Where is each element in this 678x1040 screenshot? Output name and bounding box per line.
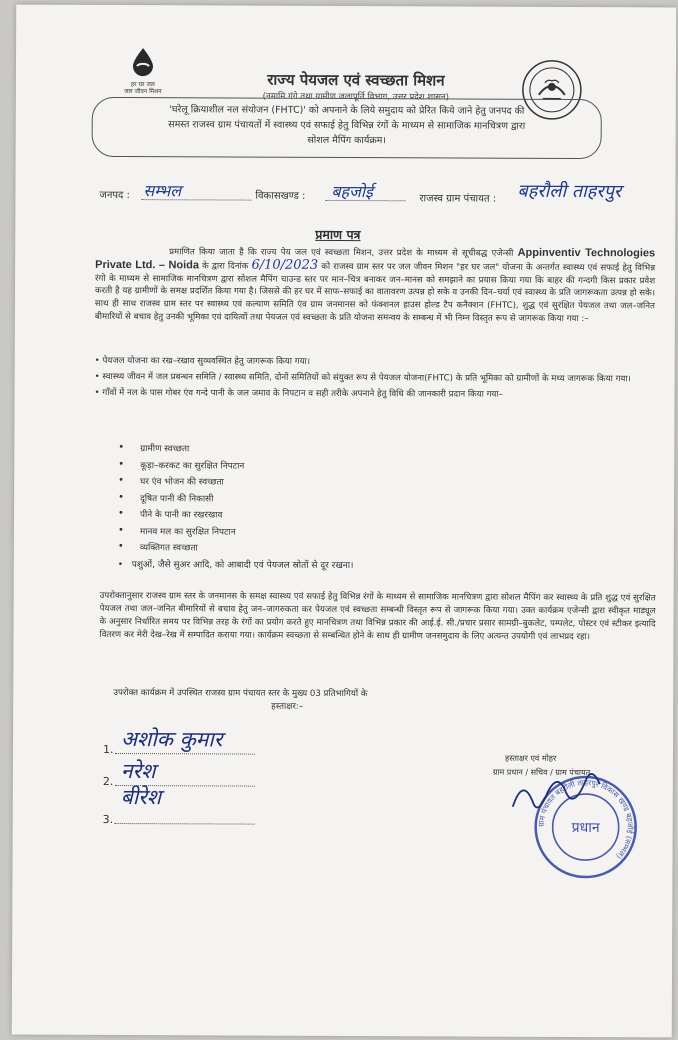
block-value: बहजोई <box>331 181 373 202</box>
bullet-item: • स्वास्थ्य जीवन में जल प्रबन्धन समिति / स्वास्थ्य समिति, दोनों समितियों को संयुक्त रूप से पेयजल योजना(FHTC) के प्रति भूमिका को ग्रामीणों के मध्य जागरूक किया गया। <box>94 371 631 385</box>
body-start: प्रमाणित किया जाता है कि राज्य पेय जल एवं स्वच्छता मिशन, उत्तर प्रदेश के माध्यम से सूचीबद्ध एजेन्सी <box>169 247 514 259</box>
list-item: • ग्रामीण स्वच्छता <box>140 442 244 459</box>
signature-2: 2. नरेश <box>103 775 114 788</box>
list-item: • व्यक्तिगत स्वच्छता <box>140 541 244 558</box>
location-fields <box>99 180 678 216</box>
list-item: • घर एंव भोजन की स्वच्छता <box>140 475 244 492</box>
list-item: • पीने के पानी का रखरखाव <box>140 508 244 525</box>
agency-name: Appinventiv Technologies Private Ltd. – Noida <box>95 246 656 272</box>
pradhan-stamp-icon <box>530 772 640 882</box>
body-rest: जीवन मिशन "हर घर जल" योजना के अन्तर्गत स्वास्थ्य एवं सफाई हेतु विभिन्न रंगो के माध्यम से सामाजिक मानचित्रण द्वारा सोशल मैपिंग चाउन्ड स्तर पर मान–चित्र बनाकर जन–मानस को समझाने का प्रयास किया गया कि बाहर की गन्दगी किस प्रकार प्रवेश करती है यह ग्रामीणों के समक्ष प्रदर्शित किया गया है। जिससे की हर घर में साफ–सफाई का वातावरण उत्पन्न हो सके व उनकी दिन–चर्या एवं स्वास्थ्य के प्रति जागरूकता उत्पन्न हो सके। साथ ही साथ राजस्व ग्राम स्तर पर स्वास्थ्य एवं कल्याण समिति एंव ग्राम जनमानस को फंक्शनल हाउस होल्ड टैप कनैक्शन (FHTC), शुद्ध एवं सुरक्षित पेयजल तथा जल–जनित बीमारियों से बचाव हेतु उनकी भूमिका एवं दायित्वों तथा पेयजल एवं स्वच्छता के प्रति योजना समन्वय के सम्बन्ध में भी निम्न विस्तृत रूप से जागरूक किया गया :– <box>94 262 656 325</box>
program-date: 6/10/2023 <box>251 257 319 273</box>
signer-name: बीरेश <box>120 785 162 810</box>
list-item: • दूषित पानी की निकासी <box>140 492 244 509</box>
panchayat-label: राजस्व ग्राम पंचायत : <box>419 193 497 205</box>
pradhan-signature-icon <box>12 5 676 1038</box>
signer-name: अशोक कुमार <box>120 727 223 752</box>
logo-caption-2: जल जीवन मिशन <box>124 88 162 96</box>
district-label: जनपद : <box>99 189 130 202</box>
signer-name: नरेश <box>120 759 156 784</box>
page-title: राज्य पेयजल एवं स्वच्छता मिशन <box>267 70 445 90</box>
water-drop-icon <box>130 47 156 77</box>
banner-line-3: सोशल मैपिंग कार्यक्रम। <box>307 134 386 147</box>
stamp-ring-text: ग्राम पंचायत बहरौली ताहरपुर विकास खण्ड बहजोई (सम्भल) <box>536 778 635 861</box>
district-value: सम्भल <box>143 181 182 201</box>
certificate-body <box>95 245 655 326</box>
sanitation-topics-list <box>140 442 245 558</box>
banner-line-1: 'घरेलू क्रियाशील नल संयोजन (FHTC)' को अपनाने के लिये समुदाय को प्रेरित किये जाने हेतु जनपद की <box>169 104 525 117</box>
authority-sign-block: हस्ताक्षर एवं मोहर ग्राम प्रधान / सचिव / ग्राम पंचायत <box>492 753 591 778</box>
closing-paragraph: उपरोक्तानुसार राजस्व ग्राम स्तर के जनमानस के समक्ष स्वास्थ्य एवं सफाई हेतु विभिन्न रंगों के माध्यम से सामाजिक मानचित्रण द्वारा सोशल मैपिंग कर स्वास्थ्य के प्रति शुद्ध एवं सुरक्षित पेयजल तथा जल–जनित बीमारियों से बचाव हेतु जन–जागरुकता कर पेयजल एवं स्वच्छता सम्बन्धी विस्तृत रूप से जागरूक किया गया। उक्त कार्यक्रम एजेन्सी द्वारा स्वीकृत माड्यूल के अनुसार निर्धारित समय पर विभिन्न तरह के रंगों का प्रयोग करते हुए मानचित्रण तथा विभिन्न प्रकार की आई.ई. सी./प्रचार प्रसार सामग्री–बुकलेट, पम्पलेट, पोस्टर एवं स्टीकर इत्यादि वितरण कर मेरी देख–रेख में सम्पादित कराया गया। कार्यक्रम स्वच्छता से सम्बन्धित होने के साथ ही ग्रामीण जनसमुदाय के लिए अत्यन्त उपयोगी एवं लाभप्रद रहा। <box>99 590 656 643</box>
last-bullet: • पशुओं, जैसे सुअर आदि, को आबादी एवं पेयजल स्रोतों से दूर रखना। <box>117 560 354 572</box>
document-page <box>12 5 676 1038</box>
block-label: विकासखण्ड : <box>255 190 306 202</box>
certificate-title: प्रमाण पत्र <box>315 226 361 243</box>
list-item: • मानव मल का सुरक्षित निपटान <box>140 525 244 542</box>
awareness-bullets <box>95 355 660 405</box>
panchayat-value: बहरौली ताहरपुर <box>517 180 622 203</box>
bullet-item: • गाँवों में नल के पास गोबर एंव गन्दे पानी के जल जमाव के निपटान व सही तरीके अपनाने हेतु विधि की जानकारी प्रदान किया गया– <box>94 387 503 400</box>
logo-caption-1: हर घर जल <box>130 81 155 89</box>
signers-label: उपरोक्त कार्यक्रम में उपस्थित राजस्व ग्राम पंचायत स्तर के मुख्य 03 प्रतिभागियों के हस्ताक्षर:– <box>113 687 368 712</box>
body-date-tail: को राजस्व ग्राम स्तर पर जल <box>321 261 411 273</box>
jal-jeevan-logo <box>108 47 178 95</box>
program-banner <box>92 97 602 159</box>
banner-line-2: समस्त राजस्व ग्राम पंचायतों में स्वास्थ्य एवं सफाई हेतु विभिन्न रंगों के माध्यम से सामाजिक मानचित्रण द्वारा <box>168 119 526 132</box>
body-company-tail: के द्वारा दिनांक <box>202 261 249 272</box>
signature-1: 1. अशोक कुमार <box>103 743 114 756</box>
signature-3: 3. बीरेश <box>103 813 114 826</box>
list-item: • कूड़ा–करकट का सुरक्षित निपटान <box>140 459 244 476</box>
page-subtitle: (नमामि गंगे तथा ग्रामीण जलापूर्ति विभाग, उत्तर प्रदेश शासन) <box>262 91 450 103</box>
bullet-item: • पेयजल योजना का रख–रखाव सुव्यवस्थित हेतु जागरूक किया गया। <box>94 355 311 367</box>
stamp-center-text: प्रधान <box>571 819 600 837</box>
